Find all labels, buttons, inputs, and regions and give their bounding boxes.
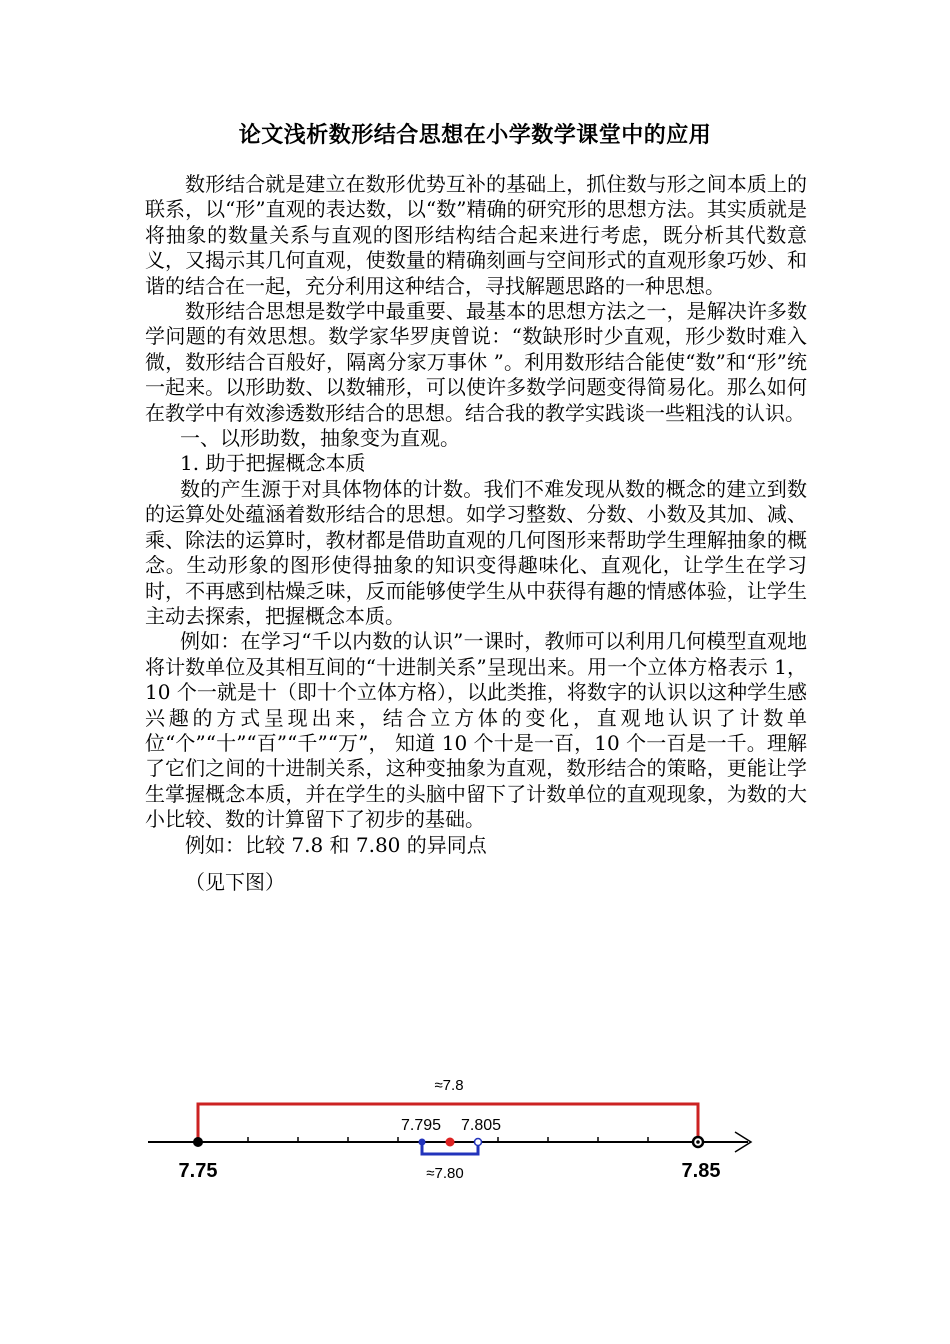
inner-right-point (475, 1139, 482, 1146)
subsection-heading: 1. 助于把握概念本质 (180, 451, 366, 476)
inner-right-label: 7.805 (460, 1117, 502, 1134)
number-line-svg (140, 1062, 770, 1192)
paragraph-example-thousand: 例如：在学习“千以内数的认识”一课时，教师可以利用几何模型直观地将计数单位及其相互间的“十进制关系”呈现出来。用一个立体方格表示 1，10 个一就是十（即十个立体方格），以此类推，将数字的认识以这种学生感兴趣的方式呈现出来，结合立方体的变化，直观地认识了计数单位“个”“十”“百”“千”“万”， 知道 10 个十是一百，10 个一百是一千。理解了它们之间的十进制关系，这种变抽象为直观，数形结合的策略，更能让学生掌握概念本质，并在学生的头脑中留下了计数单位的直观现象，为数的大小比较、数的计算留下了初步的基础。 (145, 629, 807, 832)
paragraph-intro: 数形结合就是建立在数形优势互补的基础上，抓住数与形之间本质上的联系，以“形”直观的表达数，以“数”精确的研究形的思想方法。其实质就是将抽象的数量关系与直观的图形结构结合起来进行考虑，既分析其代数意义，又揭示其几何直观，使数量的精确刻画与空间形式的直观形象巧妙、和谐的结合在一起，充分利用这种结合，寻找解题思路的一种思想。 (145, 172, 807, 298)
right-endpoint-center (696, 1140, 700, 1144)
paragraph-concept: 数的产生源于对具体物体的计数。我们不难发现从数的概念的建立到数的运算处处蕴涵着数形结合的思想。如学习整数、分数、小数及其加、减、乘、除法的运算时，教材都是借助直观的几何图形来帮助学生理解抽象的概念。生动形象的图形使得抽象的知识变得趣味化、直观化，让学生在学习时，不再感到枯燥乏味，反而能够使学生从中获得有趣的情感体验，让学生主动去探索，把握概念本质。 (145, 476, 807, 628)
number-line-figure (140, 1062, 770, 1192)
section-heading: 一、以形助数，抽象变为直观。 (180, 426, 460, 451)
outer-range-bracket (198, 1104, 698, 1141)
paragraph-example-compare: 例如：比较 7.8 和 7.80 的异同点 (185, 832, 487, 857)
right-end-label: 7.85 (681, 1160, 721, 1182)
document-body (145, 172, 807, 895)
left-end-label: 7.75 (178, 1160, 218, 1182)
left-endpoint (193, 1137, 203, 1147)
inner-left-label: 7.795 (400, 1117, 442, 1134)
document-title: 论文浅析数形结合思想在小学数学课堂中的应用 (238, 123, 712, 148)
paragraph-importance: 数形结合思想是数学中最重要、最基本的思想方法之一，是解决许多数学问题的有效思想。数学家华罗庚曾说：“数缺形时少直观，形少数时难入微，数形结合百般好，隔离分家万事休 ”。利用数形结合能使“数”和“形”统一起来。以形助数、以数辅形，可以使许多数学问题变得简易化。那么如何在教学中有效渗透数形结合的思想。结合我的教学实践谈一些粗浅的认识。 (145, 299, 807, 425)
center-point (446, 1138, 455, 1147)
bottom-approx-label: ≈7.80 (426, 1165, 464, 1182)
spacer (145, 858, 807, 870)
top-approx-label: ≈7.8 (434, 1077, 464, 1094)
figure-reference: （见下图） (185, 869, 285, 894)
inner-left-point (419, 1139, 426, 1146)
